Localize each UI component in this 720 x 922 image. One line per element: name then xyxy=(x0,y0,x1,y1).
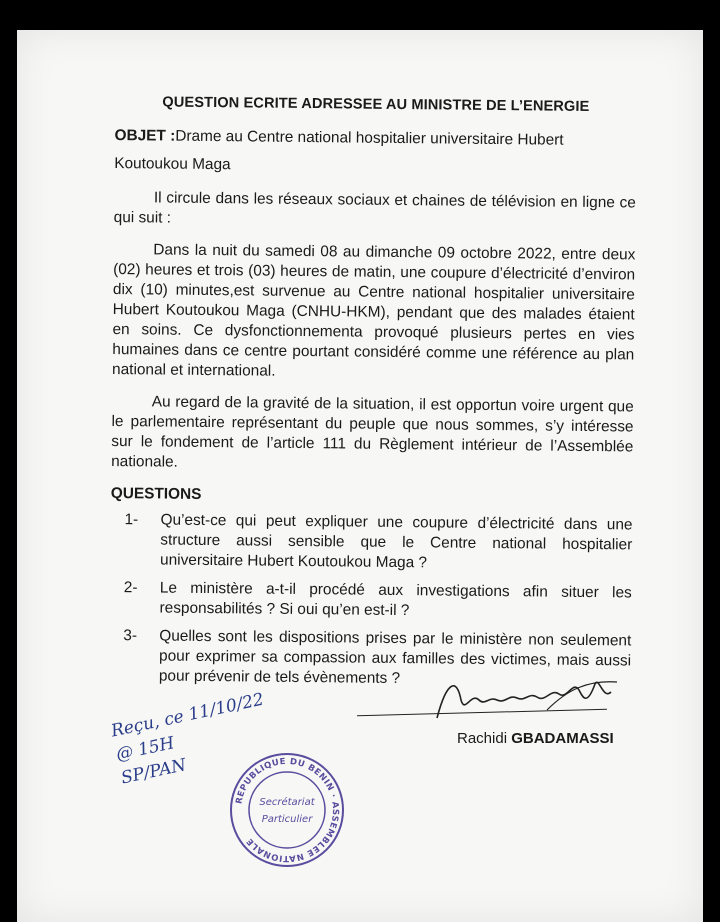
paragraph-intro: Il circule dans les réseaux sociaux et chaines de télévision en ligne ce qui suit : xyxy=(113,189,636,227)
question-number: 2- xyxy=(123,579,138,597)
svg-text:REPUBLIQUE DU BENIN · ASSEMBLE xyxy=(234,757,340,863)
letter-body xyxy=(109,92,637,699)
objet-line xyxy=(114,126,636,151)
question-number: 1- xyxy=(124,511,139,529)
receipt-line-3: SP/PAN xyxy=(119,755,188,789)
receipt-line-1: Reçu, ce 11/10/22 xyxy=(109,689,266,742)
handwritten-signature xyxy=(427,670,627,730)
objet-continuation: Koutoukou Maga xyxy=(114,154,231,174)
question-item xyxy=(124,510,633,575)
paragraph-facts: Dans la nuit du samedi 08 au dimanche 09 octobre 2022, entre deux (02) heures et trois (03) heures de matin, une coupure d’électricité d’environ dix (10) minutes,est survenue au Centre national hospitalier universitaire Hubert Koutoukou Maga (CNHU-HKM), pendant que des malades étaient en soins. Ce dysfonctionnementa provoqué plusieurs pertes en vies humaines dans ce centre pourtant considéré comme une référence au plan national et international. xyxy=(112,241,636,380)
document-title: QUESTION ECRITE ADRESSEE AU MINISTRE DE L’ENERGIE xyxy=(162,94,590,115)
stamp-inner-line-1: Secrétariat xyxy=(259,797,315,808)
question-text: Quelles sont les dispositions prises par le ministère non seulement pour exprimer sa compassion aux familles des victimes, mais aussi pour prévenir de tels évènements ? xyxy=(158,627,632,688)
questions-list xyxy=(109,510,633,691)
objet-text: Drame au Centre national hospitalier universitaire Hubert xyxy=(175,127,564,149)
paragraph-motive: Au regard de la gravité de la situation, il est opportun voire urgent que le parlementaire représentant du peuple que nous sommes, s’y intéresse sur le fondement de l’article 111 du Règlement intérieur de l’Assemblée nationale. xyxy=(111,393,634,471)
questions-heading: QUESTIONS xyxy=(110,484,202,503)
question-text: Le ministère a-t-il procédé aux investigations afin situer les responsabilités ? Si oui qu’en est-il ? xyxy=(159,579,632,620)
stamp-inner-line-2: Particulier xyxy=(261,814,313,825)
stamp-ring-text: REPUBLIQUE DU BENIN · ASSEMBLEE NATIONALE xyxy=(234,756,341,864)
objet-label: OBJET : xyxy=(114,126,176,145)
signer-name: Rachidi GBADAMASSI xyxy=(457,730,614,747)
question-number: 3- xyxy=(123,627,138,645)
official-stamp xyxy=(227,750,347,870)
document-page xyxy=(17,30,703,922)
question-item xyxy=(123,578,632,623)
question-text: Qu’est-ce qui peut expliquer une coupure d’électricité dans une structure aussi sensible que le Centre national hospitalier universitaire Hubert Koutoukou Maga ? xyxy=(160,511,633,572)
receipt-line-2: @ 15H xyxy=(114,733,177,765)
